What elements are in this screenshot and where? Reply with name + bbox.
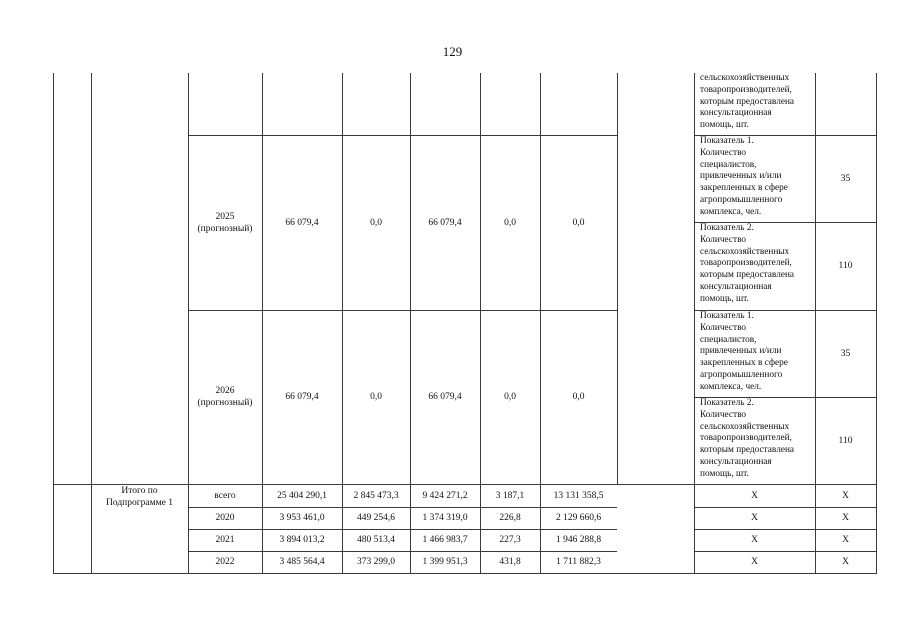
totals-amount: 3 953 461,0 — [279, 513, 325, 523]
totals-x-mark: X — [842, 557, 849, 567]
indicator-text: Показатель 1. Количество специалистов, привлеченных и/или закрепленных в сфере агропромышленного комплекса, чел. — [700, 311, 788, 392]
column-divider — [617, 73, 618, 484]
amount-cell: 0,0 — [504, 217, 516, 228]
totals-label: Итого по Подпрограмме 1 — [106, 486, 173, 508]
totals-amount: 3 894 013,2 — [279, 535, 325, 545]
totals-amount: 2 129 660,6 — [555, 513, 602, 523]
indicator-text: сельскохозяйственных товаропроизводителей, которым предоставлена консультационная помощь, шт. — [700, 73, 795, 131]
totals-x-mark: X — [751, 490, 758, 501]
totals-amount: 1 374 319,0 — [422, 513, 468, 523]
totals-period: 2020 — [215, 513, 235, 523]
totals-amount: 3 187,1 — [495, 490, 525, 501]
indicator-value: 110 — [838, 435, 853, 446]
amount-cell: 66 079,4 — [428, 392, 462, 402]
totals-period: 2021 — [215, 535, 235, 545]
totals-x-mark: X — [842, 535, 849, 545]
totals-x-mark: X — [751, 557, 758, 567]
totals-amount: 25 404 290,1 — [277, 490, 327, 501]
amount-cell: 0,0 — [504, 392, 516, 402]
amount-cell: 66 079,4 — [428, 217, 462, 228]
totals-amount: 480 513,4 — [357, 535, 395, 545]
totals-amount: 227,3 — [499, 535, 521, 545]
totals-x-mark: X — [751, 535, 758, 545]
indicator-text: Показатель 1. Количество специалистов, привлеченных и/или закрепленных в сфере агропромышленного комплекса, чел. — [700, 136, 788, 217]
indicator-text: Показатель 2. Количество сельскохозяйственных товаропроизводителей, которым предоставлена консультационная помощь, шт. — [700, 223, 795, 304]
amount-cell: 0,0 — [370, 392, 382, 402]
amount-cell: 0,0 — [572, 217, 585, 228]
totals-period: 2022 — [215, 557, 235, 567]
totals-amount: 13 131 358,5 — [553, 490, 604, 501]
amount-cell: 66 079,4 — [285, 217, 319, 228]
totals-amount: 1 711 882,3 — [556, 557, 601, 567]
table-bottom-border — [53, 573, 877, 574]
indicator-value: 35 — [840, 348, 851, 359]
totals-amount: 2 845 473,3 — [353, 490, 399, 501]
totals-amount: 1 399 951,3 — [422, 557, 468, 567]
totals-amount: 226,8 — [499, 513, 521, 523]
totals-x-mark: X — [842, 490, 849, 501]
amount-cell: 0,0 — [370, 217, 382, 228]
totals-amount: 3 485 564,4 — [279, 557, 325, 567]
column-divider — [876, 73, 877, 574]
totals-x-mark: X — [751, 513, 758, 523]
totals-period: всего — [214, 490, 236, 501]
totals-amount: 9 424 271,2 — [422, 490, 468, 501]
column-divider — [53, 73, 54, 574]
amount-cell: 66 079,4 — [285, 392, 319, 402]
totals-x-mark: X — [842, 513, 849, 523]
amount-cell: 0,0 — [572, 392, 585, 402]
year-label: 2026 (прогнозный) — [197, 386, 253, 408]
totals-amount: 431,8 — [499, 557, 521, 567]
totals-amount: 1 946 288,8 — [555, 535, 602, 545]
indicator-value: 35 — [840, 173, 851, 184]
page-number: 129 — [442, 44, 463, 59]
totals-amount: 1 466 983,7 — [422, 535, 468, 545]
totals-amount: 449 254,6 — [357, 513, 395, 523]
year-label: 2025 (прогнозный) — [197, 211, 253, 234]
indicator-text: Показатель 2. Количество сельскохозяйственных товаропроизводителей, которым предоставлена консультационная помощь, шт. — [700, 398, 795, 479]
indicator-value: 110 — [838, 261, 853, 271]
totals-amount: 373 299,0 — [357, 557, 395, 567]
